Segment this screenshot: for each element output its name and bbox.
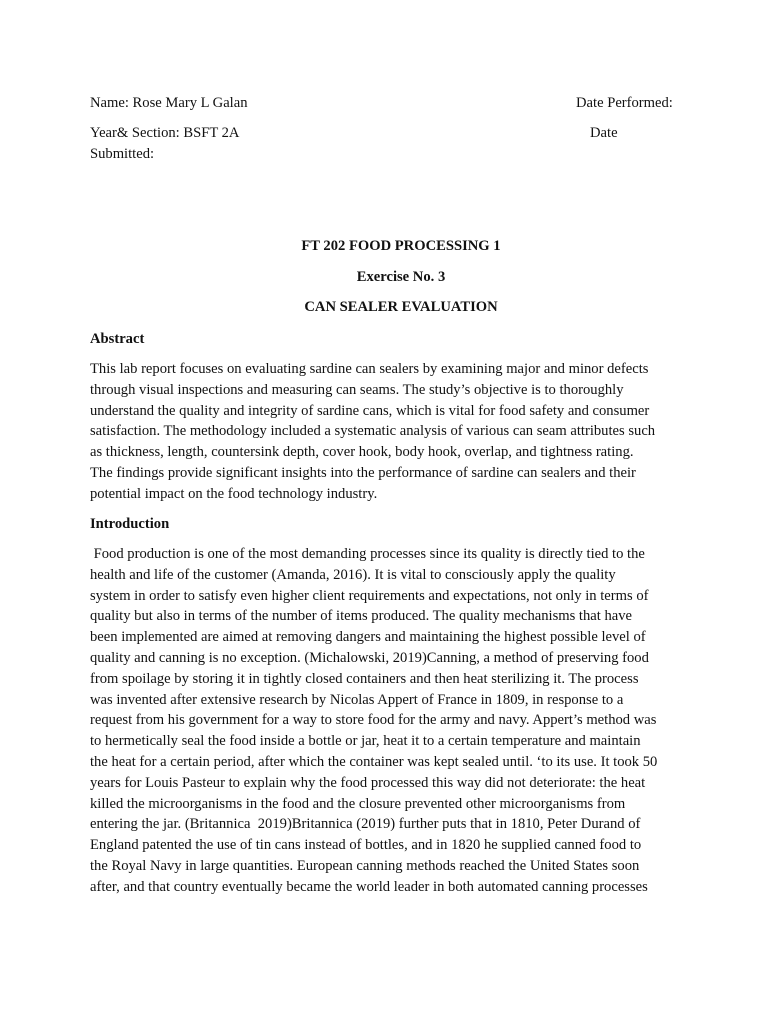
introduction-line: years for Louis Pasteur to explain why the food processed this way did not deteriorate: the heat (90, 774, 646, 791)
date-performed-label: Date Performed: (576, 95, 673, 111)
date-submitted-label-part1: Date (590, 125, 618, 141)
abstract-line: as thickness, length, countersink depth, cover hook, body hook, overlap, and tightness rating. (90, 444, 634, 461)
introduction-line: after, and that country eventually became the world leader in both automated canning processes (90, 878, 648, 895)
introduction-line: England patented the use of tin cans instead of bottles, and in 1820 he supplied canned food to (90, 837, 642, 854)
introduction-line: been implemented are aimed at removing dangers and maintaining the highest possible level of (90, 629, 646, 646)
abstract-line: The findings provide significant insights into the performance of sardine can sealers and their (90, 464, 636, 481)
abstract-heading: Abstract (90, 331, 145, 347)
introduction-line: the Royal Navy in large quantities. European canning methods reached the United States soon (90, 857, 640, 874)
year-section: Year& Section: BSFT 2A (90, 125, 240, 141)
introduction-line: killed the microorganisms in the food and the closure prevented other microorganisms from (90, 795, 626, 812)
introduction-line: entering the jar. (Britannica 2019)Britannica (2019) further puts that in 1810, Peter Durand of (90, 816, 641, 833)
introduction-line: from spoilage by storing it in tightly closed containers and then heat sterilizing it. The process (90, 670, 639, 687)
introduction-line: request from his government for a way to store food for the army and navy. Appert’s method was (90, 712, 657, 729)
introduction-line: the heat for a certain period, after which the container was kept sealed until. ‘to its use. It took 50 (90, 753, 658, 770)
student-name: Name: Rose Mary L Galan (90, 95, 248, 111)
abstract-line: understand the quality and integrity of sardine cans, which is vital for food safety and consumer (90, 402, 650, 419)
abstract-line: potential impact on the food technology industry. (90, 485, 378, 502)
introduction-line: to hermetically seal the food inside a bottle or jar, heat it to a certain temperature and maintain (90, 733, 641, 750)
introduction-line: quality and canning is no exception. (Michalowski, 2019)Canning, a method of preserving food (90, 649, 649, 666)
abstract-line: through visual inspections and measuring can seams. The study’s objective is to thoroughly (90, 381, 624, 398)
abstract-paragraph (90, 359, 690, 505)
introduction-line: quality but also in terms of the number of items produced. The quality mechanisms that have (90, 608, 633, 625)
abstract-line: This lab report focuses on evaluating sardine can sealers by examining major and minor defects (90, 361, 649, 377)
introduction-heading: Introduction (90, 516, 170, 532)
introduction-line: health and life of the customer (Amanda, 2016). It is vital to consciously apply the quality (90, 566, 616, 583)
introduction-line: Food production is one of the most demanding processes since its quality is directly tied to the (90, 546, 645, 562)
date-submitted-label-part2: Submitted: (90, 146, 155, 162)
introduction-paragraph (90, 544, 690, 898)
introduction-line: was invented after extensive research by Nicolas Appert of France in 1809, in response to a (90, 691, 624, 708)
introduction-line: system in order to satisfy even higher client requirements and expectations, not only in terms of (90, 587, 649, 604)
exercise-title: CAN SEALER EVALUATION (304, 299, 498, 315)
exercise-number: Exercise No. 3 (356, 269, 446, 285)
abstract-line: satisfaction. The methodology included a systematic analysis of various can seam attributes such (90, 423, 656, 440)
course-title: FT 202 FOOD PROCESSING 1 (301, 238, 501, 254)
